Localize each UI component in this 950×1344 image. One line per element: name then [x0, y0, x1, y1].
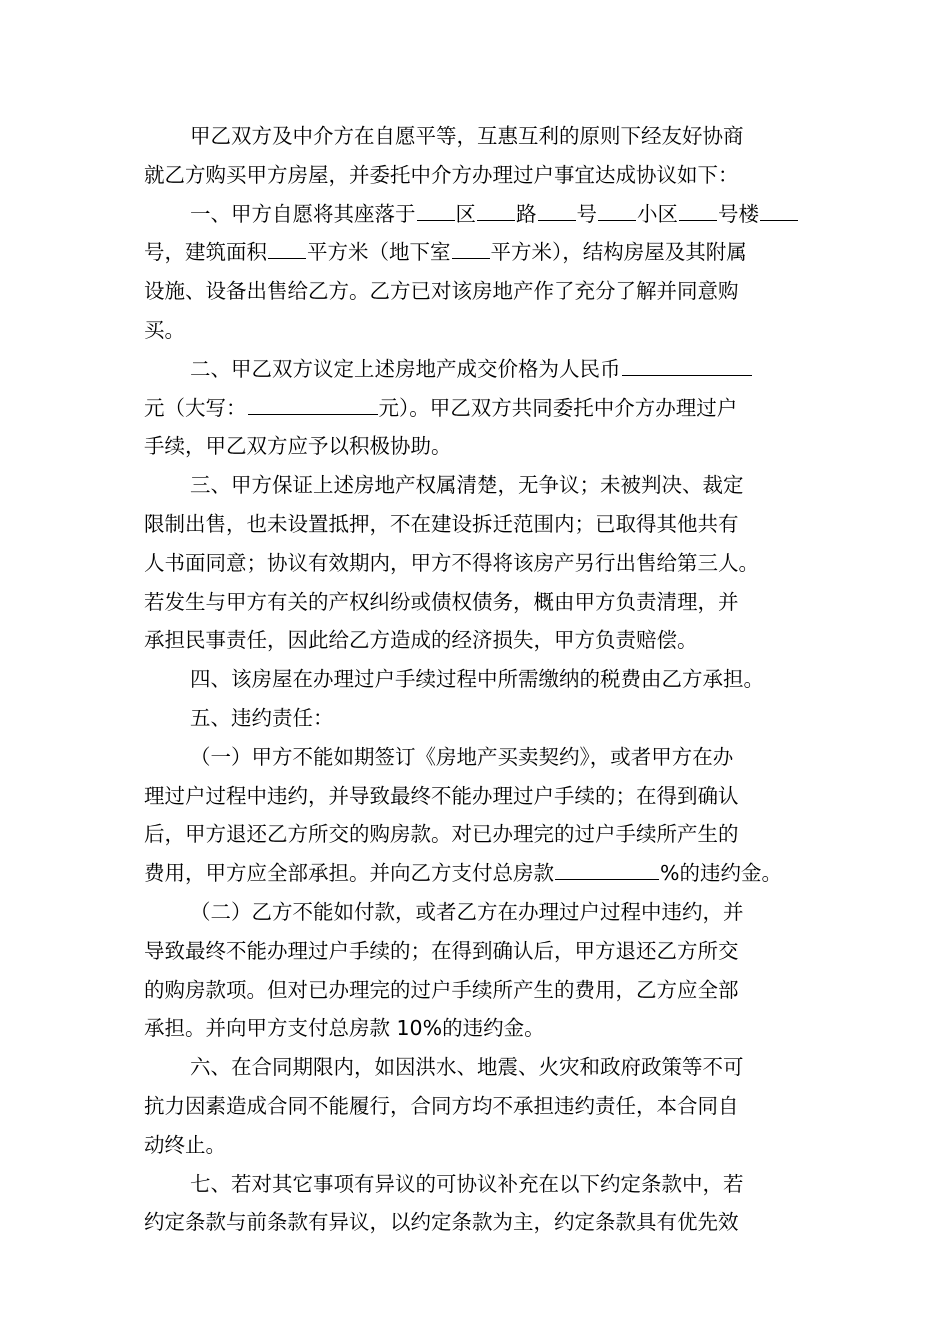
blank-area: [268, 236, 306, 260]
blank-basement-area: [452, 236, 490, 260]
text-segment: 号: [576, 201, 597, 226]
text-segment: 平方米），结构房屋及其附属: [490, 240, 747, 265]
text-line: 人书面同意；协议有效期内，甲方不得将该房产另行出售给第三人。: [144, 550, 759, 575]
clause-5: [144, 699, 806, 738]
blank-building: [679, 197, 717, 221]
text-line: [144, 233, 806, 272]
text-line: 后，甲方退还乙方所交的购房款。对已办理完的过户手续所产生的: [144, 822, 739, 847]
clause-1: [144, 195, 806, 350]
text-line: 设施、设备出售给乙方。乙方已对该房地产作了充分了解并同意购: [144, 279, 739, 304]
text-line: 就乙方购买甲方房屋，并委托中介方办理过户事宜达成协议如下：: [144, 162, 739, 187]
text-line: 理过户过程中违约，并导致最终不能办理过户手续的；在得到确认: [144, 783, 739, 808]
text-line: [144, 195, 806, 234]
text-segment: 二、甲乙双方议定上述房地产成交价格为人民币: [190, 356, 621, 381]
text-segment: 区: [455, 201, 476, 226]
text-segment: 路: [516, 201, 537, 226]
clause-3: [144, 466, 806, 660]
text-line: 买。: [144, 317, 185, 342]
blank-community: [598, 197, 636, 221]
text-line: 约定条款与前条款有异议，以约定条款为主，约定条款具有优先效: [144, 1210, 739, 1235]
text-line: 承担民事责任，因此给乙方造成的经济损失，甲方负责赔偿。: [144, 628, 698, 653]
text-segment: 平方米（地下室: [307, 240, 451, 265]
text-line: [144, 854, 806, 893]
text-segment: 小区: [637, 201, 678, 226]
text-line: 五、违约责任：: [190, 705, 334, 730]
text-line: 抗力因素造成合同不能履行，合同方均不承担违约责任，本合同自: [144, 1093, 739, 1118]
text-line: [144, 389, 806, 428]
text-segment: 一、甲方自愿将其座落于: [190, 201, 416, 226]
blank-penalty-percent: [555, 857, 659, 881]
blank-price-words: [248, 391, 378, 415]
text-segment: 号，建筑面积: [144, 240, 267, 265]
text-line: （二）乙方不能如付款，或者乙方在办理过户过程中违约，并: [190, 899, 744, 924]
clause-7: [144, 1165, 806, 1243]
text-line: 限制出售，也未设置抵押，不在建设拆迁范围内；已取得其他共有: [144, 511, 739, 536]
text-line: 四、该房屋在办理过户手续过程中所需缴纳的税费由乙方承担。: [190, 667, 764, 692]
blank-district: [417, 197, 455, 221]
text-segment: 元（大写：: [144, 395, 247, 420]
text-line: 导致最终不能办理过户手续的；在得到确认后，甲方退还乙方所交: [144, 938, 739, 963]
clause-5-1: [144, 738, 806, 893]
intro-paragraph: [144, 117, 806, 195]
text-line: 六、在合同期限内，如因洪水、地震、火灾和政府政策等不可: [190, 1055, 744, 1080]
clause-4: [144, 660, 806, 699]
text-line: （一）甲方不能如期签订《房地产买卖契约》，或者甲方在办: [190, 744, 734, 769]
text-line: 动终止。: [144, 1132, 226, 1157]
text-line: 手续，甲乙双方应予以积极协助。: [144, 434, 452, 459]
blank-number: [538, 197, 576, 221]
blank-road: [477, 197, 515, 221]
clause-5-2: [144, 893, 806, 1048]
text-segment: 元）。甲乙双方共同委托中介方办理过户: [378, 395, 738, 420]
text-line: 甲乙双方及中介方在自愿平等，互惠互利的原则下经友好协商: [190, 124, 744, 148]
text-line: 的购房款项。但对已办理完的过户手续所产生的费用，乙方应全部: [144, 977, 739, 1002]
contract-body: [144, 117, 806, 1242]
blank-price-figures: [622, 352, 752, 376]
text-line: 七、若对其它事项有异议的可协议补充在以下约定条款中，若: [190, 1171, 744, 1196]
text-line: 若发生与甲方有关的产权纠纷或债权债务，概由甲方负责清理，并: [144, 589, 739, 614]
text-line: [144, 350, 806, 389]
clause-6: [144, 1048, 806, 1164]
text-segment: 号楼: [718, 201, 759, 226]
text-segment: %的违约金。: [660, 861, 782, 886]
clause-2: [144, 350, 806, 466]
text-segment: 费用，甲方应全部承担。并向乙方支付总房款: [144, 861, 554, 886]
text-line: 承担。并向甲方支付总房款 10%的违约金。: [144, 1016, 545, 1041]
text-line: 三、甲方保证上述房地产权属清楚，无争议；未被判决、裁定: [190, 473, 744, 498]
blank-unit: [760, 197, 798, 221]
